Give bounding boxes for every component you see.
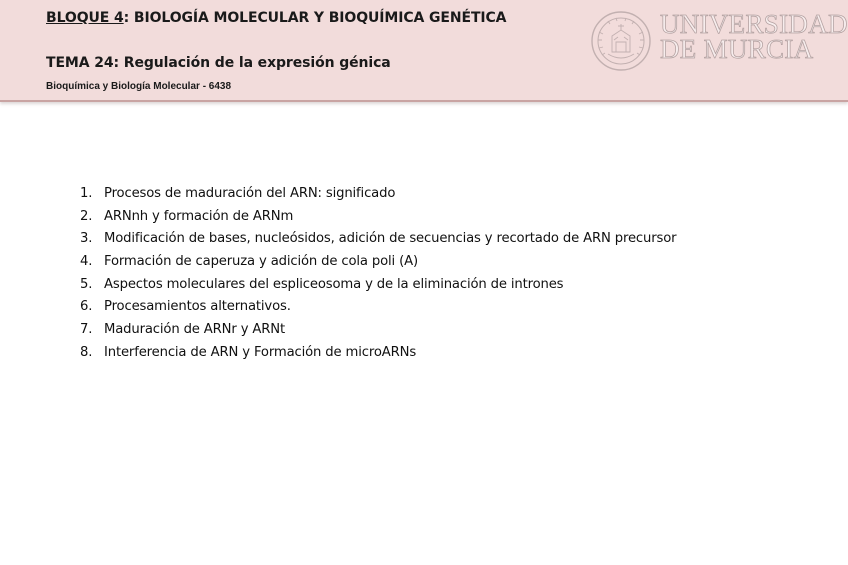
item-number: 1. (80, 185, 93, 201)
list-item (70, 227, 676, 250)
list-item (70, 273, 676, 296)
university-wordmark (660, 9, 848, 64)
item-number: 4. (80, 253, 93, 269)
item-text: Modificación de bases, nucleósidos, adición de secuencias y recortado de ARN precursor (104, 231, 677, 247)
item-number: 6. (80, 299, 93, 315)
item-text: ARNnh y formación de ARNm (104, 208, 294, 224)
item-text: Aspectos moleculares del espliceosoma y de la eliminación de intrones (104, 276, 564, 292)
item-number: 7. (80, 321, 93, 337)
university-seal-icon (590, 10, 652, 72)
item-text: Maduración de ARNr y ARNt (104, 321, 286, 337)
list-item (70, 205, 676, 228)
block-name: : BIOLOGÍA MOLECULAR Y BIOQUÍMICA GENÉTICA (123, 10, 507, 26)
list-item (70, 182, 676, 205)
list-item (70, 295, 676, 318)
item-text: Procesamientos alternativos. (104, 299, 291, 315)
list-item (70, 341, 676, 364)
wordmark-line2: DE MURCIA (660, 34, 814, 64)
list-item (70, 250, 676, 273)
item-text: Procesos de maduración del ARN: significado (104, 185, 396, 201)
header-band (0, 0, 848, 102)
item-text: Formación de caperuza y adición de cola poli (A) (104, 253, 418, 269)
topic-list (70, 182, 676, 364)
item-number: 3. (80, 231, 93, 247)
item-text: Interferencia de ARN y Formación de microARNs (104, 344, 417, 360)
list-item (70, 318, 676, 341)
block-number: BLOQUE 4 (46, 10, 124, 26)
wordmark-line1: UNIVERSIDAD (660, 9, 848, 39)
block-title (46, 10, 506, 26)
course-label: Bioquímica y Biología Molecular - 6438 (46, 81, 232, 92)
tema-title: TEMA 24: Regulación de la expresión génica (46, 55, 391, 71)
item-number: 5. (80, 276, 93, 292)
item-number: 8. (80, 344, 93, 360)
item-number: 2. (80, 208, 93, 224)
university-logo (590, 8, 848, 78)
